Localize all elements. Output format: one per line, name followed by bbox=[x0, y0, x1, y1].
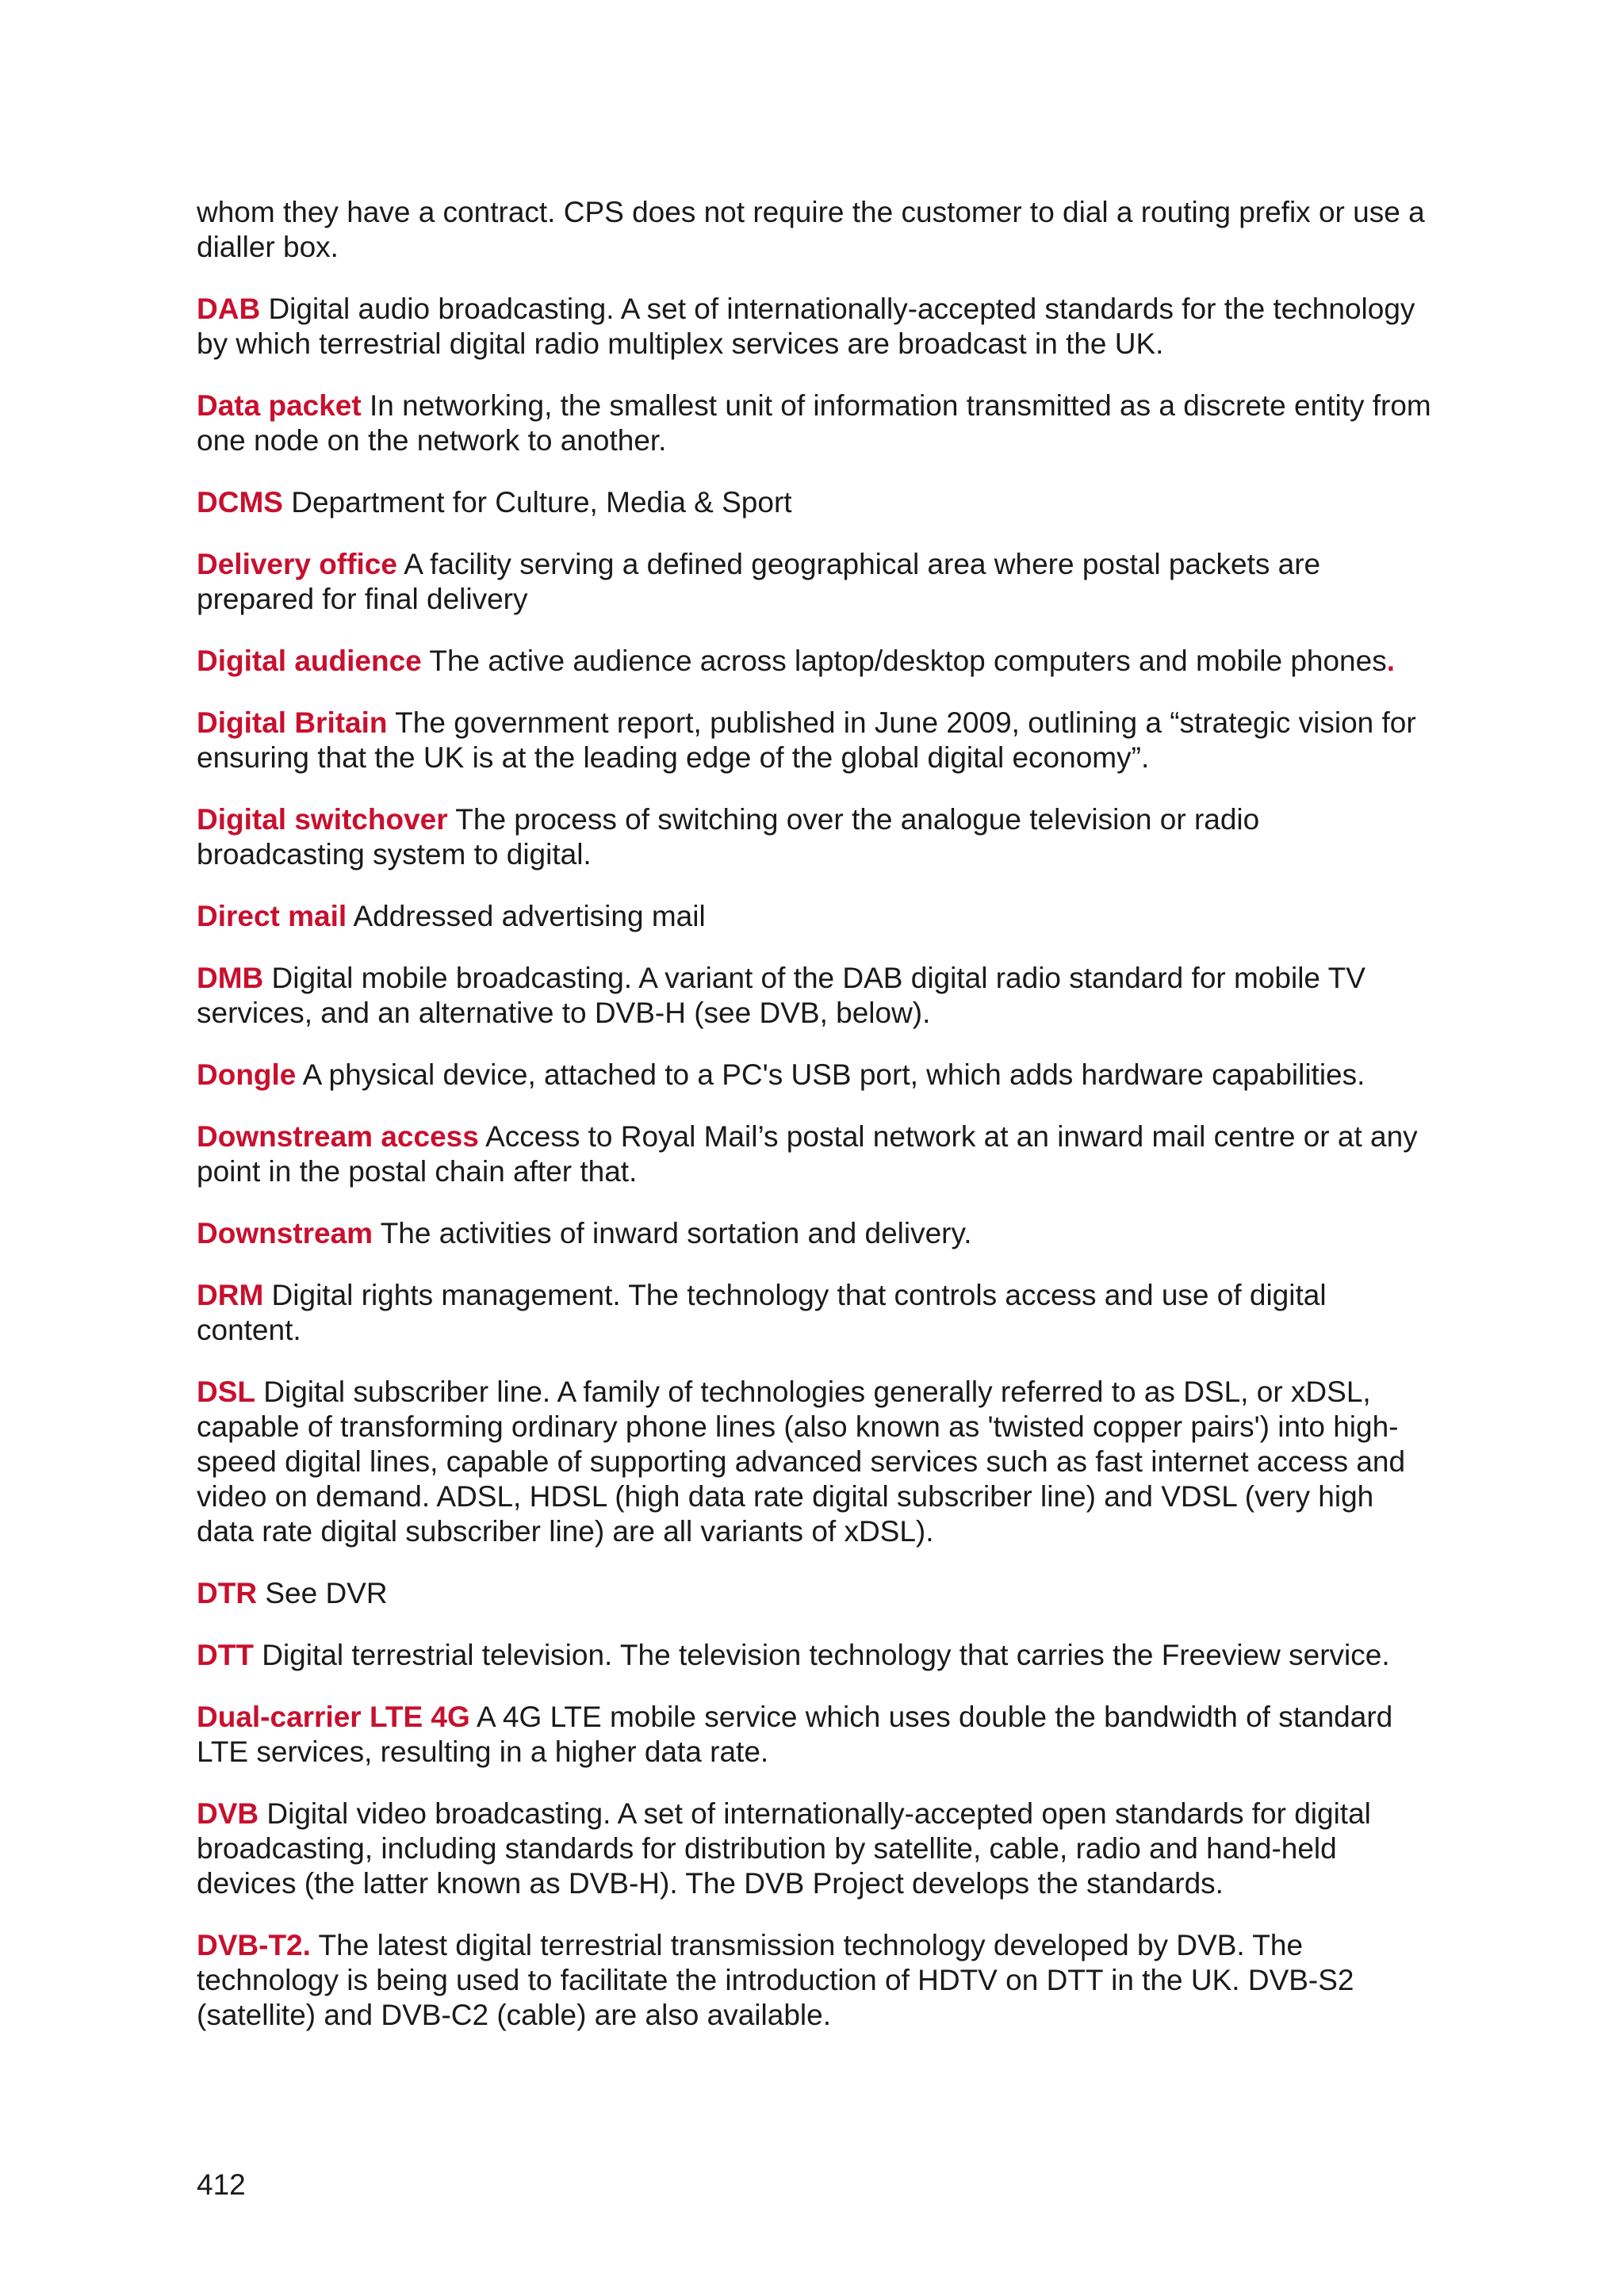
glossary-definition: Digital terrestrial television. The television technology that carries the Freeview service. bbox=[262, 1639, 1390, 1671]
glossary-term: Downstream access bbox=[197, 1120, 479, 1153]
glossary-entry bbox=[197, 1119, 1434, 1189]
glossary-definition: The activities of inward sortation and delivery. bbox=[380, 1217, 972, 1249]
glossary-definition: A 4G LTE mobile service which uses double the bandwidth of standard LTE services, resulting in a higher data rate. bbox=[197, 1701, 1393, 1768]
glossary-entry bbox=[197, 1638, 1434, 1673]
glossary-entry bbox=[197, 547, 1434, 617]
glossary-term: DCMS bbox=[197, 486, 283, 519]
glossary-entry bbox=[197, 706, 1434, 775]
glossary-entry bbox=[197, 1700, 1434, 1770]
glossary-definition: Digital subscriber line. A family of technologies generally referred to as DSL, or xDSL, capable of transforming ordinary phone lines (also known as 'twisted copper pairs') into high-speed digital lines, capable of supporting advanced services such as fast internet access and video on demand. ADSL, HDSL (high data rate digital subscriber line) and VDSL (very high data rate digital subscriber line) are all variants of xDSL). bbox=[197, 1376, 1406, 1548]
glossary-entry bbox=[197, 1576, 1434, 1611]
page-number: 412 bbox=[197, 2168, 246, 2201]
glossary-definition: Department for Culture, Media & Sport bbox=[291, 486, 792, 519]
glossary-entry bbox=[197, 292, 1434, 362]
glossary-entry bbox=[197, 1216, 1434, 1251]
glossary-entry bbox=[197, 899, 1434, 934]
glossary-entry bbox=[197, 1928, 1434, 2033]
glossary-entry bbox=[197, 1375, 1434, 1549]
glossary-term: Digital Britain bbox=[197, 706, 388, 739]
glossary-term: Delivery office bbox=[197, 548, 397, 580]
glossary-entry bbox=[197, 1278, 1434, 1348]
glossary-definition: See DVR bbox=[265, 1577, 388, 1609]
continued-text: whom they have a contract. CPS does not require the customer to dial a routing prefix or use a dialler box. bbox=[197, 196, 1425, 263]
glossary-term: Downstream bbox=[197, 1217, 373, 1249]
glossary-definition: The latest digital terrestrial transmission technology developed by DVB. The technology is being used to facilitate the introduction of HDTV on DTT in the UK. DVB-S2 (satellite) and DVB-C2 (cable) are also available. bbox=[197, 1929, 1354, 2031]
glossary-term: DSL bbox=[197, 1376, 255, 1408]
glossary-term: DTT bbox=[197, 1639, 254, 1671]
glossary-list bbox=[197, 292, 1434, 2033]
glossary-definition: A facility serving a defined geographical area where postal packets are prepared for final delivery bbox=[197, 548, 1321, 615]
glossary-term: Dongle bbox=[197, 1058, 297, 1091]
glossary-term: DMB bbox=[197, 962, 264, 994]
glossary-page bbox=[197, 195, 1434, 2060]
glossary-entry bbox=[197, 1058, 1434, 1093]
trailing-punctuation: . bbox=[1386, 645, 1395, 677]
glossary-term: DAB bbox=[197, 293, 261, 325]
glossary-entry bbox=[197, 1797, 1434, 1901]
glossary-term: Digital switchover bbox=[197, 803, 448, 836]
glossary-definition: The process of switching over the analogue television or radio broadcasting system to digital. bbox=[197, 803, 1260, 871]
glossary-entry bbox=[197, 802, 1434, 872]
glossary-definition: A physical device, attached to a PC's USB port, which adds hardware capabilities. bbox=[302, 1058, 1365, 1091]
glossary-definition: Digital rights management. The technology that controls access and use of digital content. bbox=[197, 1279, 1327, 1346]
glossary-term: Dual-carrier LTE 4G bbox=[197, 1701, 470, 1733]
glossary-term: DTR bbox=[197, 1577, 258, 1609]
glossary-term: DRM bbox=[197, 1279, 264, 1311]
glossary-entry bbox=[197, 485, 1434, 520]
glossary-term: Direct mail bbox=[197, 900, 347, 932]
glossary-definition: In networking, the smallest unit of information transmitted as a discrete entity from one node on the network to another. bbox=[197, 389, 1431, 457]
glossary-term: DVB bbox=[197, 1797, 259, 1830]
glossary-term: DVB-T2. bbox=[197, 1929, 311, 1961]
glossary-definition: The active audience across laptop/desktop computers and mobile phones bbox=[429, 645, 1387, 677]
glossary-definition: Digital video broadcasting. A set of internationally-accepted open standards for digital broadcasting, including standards for distribution by satellite, cable, radio and hand-held devices (the latter known as DVB-H). The DVB Project develops the standards. bbox=[197, 1797, 1371, 1900]
glossary-definition: The government report, published in June 2009, outlining a “strategic vision for ensuring that the UK is at the leading edge of the global digital economy”. bbox=[197, 706, 1416, 774]
glossary-term: Digital audience bbox=[197, 645, 422, 677]
glossary-definition: Access to Royal Mail’s postal network at an inward mail centre or at any point in the postal chain after that. bbox=[197, 1120, 1418, 1188]
glossary-term: Data packet bbox=[197, 389, 362, 422]
glossary-entry bbox=[197, 961, 1434, 1031]
glossary-entry bbox=[197, 388, 1434, 458]
glossary-entry bbox=[197, 644, 1434, 679]
glossary-definition: Addressed advertising mail bbox=[353, 900, 706, 932]
glossary-definition: Digital mobile broadcasting. A variant of the DAB digital radio standard for mobile TV services, and an alternative to DVB-H (see DVB, below). bbox=[197, 962, 1365, 1029]
glossary-definition: Digital audio broadcasting. A set of internationally-accepted standards for the technology by which terrestrial digital radio multiplex services are broadcast in the UK. bbox=[197, 293, 1415, 360]
